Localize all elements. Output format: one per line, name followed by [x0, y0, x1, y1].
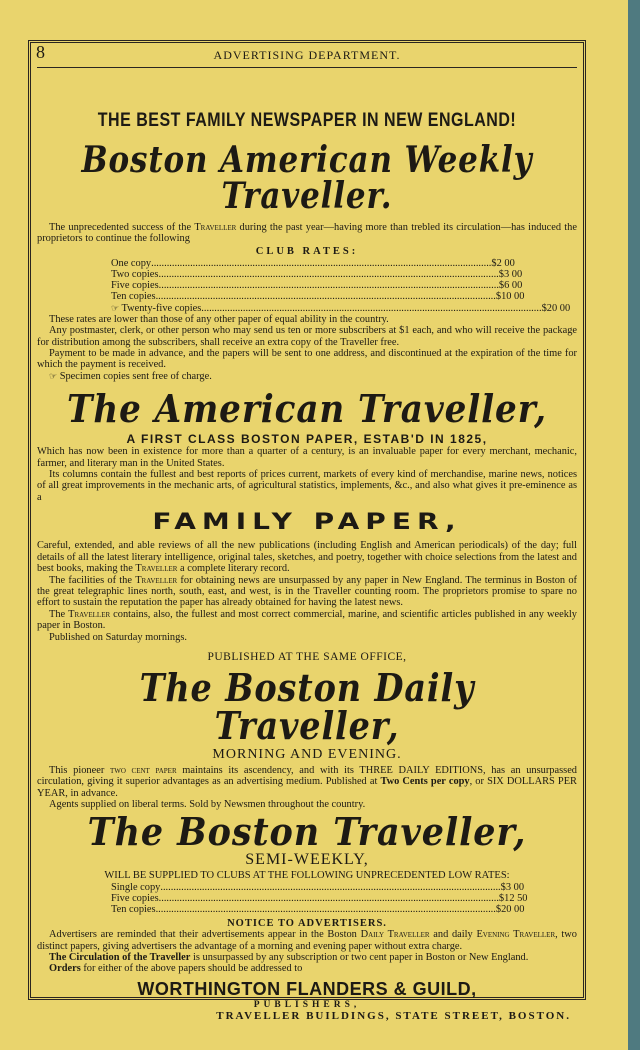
semi-weekly-subtitle: SEMI-WEEKLY,	[245, 850, 369, 868]
quarter-century-paragraph: Which has now been in existence for more than a quarter of a century, is an invaluable paper for every merchant, mechanic, farmer, and literary man in the United States.	[37, 446, 577, 469]
pioneer-paragraph: This pioneer two cent paper maintains its ascendency, and with its THREE DAILY EDITIONS, has an unsurpassed circulation, giving it superior advantages as an advertising medium. Published at Two Cents per copy, or SIX DOLLARS PER YEAR, in advance.	[37, 764, 577, 799]
american-traveller-title: The American Traveller,	[67, 386, 547, 432]
daily-traveller-title: The Boston Daily Traveller,	[139, 664, 475, 748]
pointing-hand-icon: ☞	[111, 302, 120, 313]
club-rates-list	[111, 257, 571, 314]
club-rates-heading: CLUB RATES:	[255, 245, 359, 257]
same-office-line: PUBLISHED AT THE SAME OFFICE,	[207, 650, 407, 663]
page-edge-strip	[628, 0, 640, 1050]
running-head-title: ADVERTISING DEPARTMENT.	[213, 48, 401, 62]
rate-row: Two copies ..... $3 00	[111, 269, 511, 280]
intro-paragraph: The unprecedented success of the Traveller during the past year—having more than trebled its circulation—has induced the proprietors to continue the following	[37, 222, 577, 245]
rate-row: Single copy ..... $3 00	[111, 882, 511, 893]
publisher-address: TRAVELLER BUILDINGS, STATE STREET, BOSTON.	[216, 1009, 571, 1022]
specimen-paragraph: ☞ Specimen copies sent free of charge.	[49, 370, 212, 382]
saturday-paragraph: Published on Saturday mornings.	[49, 631, 187, 643]
rate-row: ☞ Twenty-five copies ..... $20 00	[111, 303, 511, 314]
publisher-name: WORTHINGTON FLANDERS & GUILD,	[137, 978, 477, 999]
rate-row: One copy ..... $2 00	[111, 258, 511, 269]
agents-paragraph: Agents supplied on liberal terms. Sold by Newsmen throughout the country.	[49, 799, 366, 811]
postmaster-paragraph: Any postmaster, clerk, or other person who may send us ten or more subscribers at $1 each, and who will receive the package for distribution among the subscribers, shall receive an extra copy of the Traveller free.	[37, 325, 577, 348]
circulation-paragraph: The Circulation of the Traveller is unsurpassed by any subscription or two cent paper in Boston or New England.	[49, 952, 529, 963]
rate-row: Five copies ..... $12 50	[111, 893, 511, 904]
reviews-paragraph: Careful, extended, and able reviews of all the new publications (including English and American periodicals) of the day; full details of all the latest literary intelligence, original tales, sketches, and poetry, together with choice selections from the latest and best books, making the Traveller a complete literary record.	[37, 540, 577, 575]
advertisement-page	[28, 40, 586, 1022]
clubs-line: WILL BE SUPPLIED TO CLUBS AT THE FOLLOWING UNPRECEDENTED LOW RATES:	[104, 869, 510, 881]
lower-rates-paragraph: These rates are lower than those of any other paper of equal ability in the country.	[49, 313, 389, 325]
header-rule	[37, 67, 577, 68]
publishers-label: PUBLISHERS,	[253, 999, 361, 1010]
rate-row: Ten copies ..... $20 00	[111, 904, 511, 915]
pointing-hand-icon: ☞	[49, 370, 58, 381]
orders-paragraph: Orders for either of the above papers should be addressed to	[49, 963, 303, 975]
facilities-paragraph: The facilities of the Traveller for obtaining news are unsurpassed by any paper in New England. The terminus in Boston of the great telegraphic lines north, south, east, and west, is in the Traveller counting room. The proprietors promise to spare no effort to sustain the reputation the paper has already obtained for having the latest news.	[37, 574, 577, 609]
notice-heading: NOTICE TO ADVERTISERS.	[227, 918, 387, 930]
page-number: 8	[36, 42, 45, 62]
contains-paragraph: The Traveller contains, also, the fullest and most correct commercial, marine, and scientific articles published in any weekly paper in Boston.	[37, 608, 577, 632]
morning-evening-subtitle: MORNING AND EVENING.	[212, 746, 402, 762]
advertisers-paragraph: Advertisers are reminded that their advertisements appear in the Boston Daily Traveller and daily Evening Traveller, two distinct papers, giving advertisers the advantage of a morning and evening paper without extra charge.	[37, 929, 577, 952]
family-paper-heading: FAMILY PAPER,	[152, 508, 462, 535]
boston-traveller-title: The Boston Traveller,	[87, 808, 527, 854]
headline-banner: THE BEST FAMILY NEWSPAPER IN NEW ENGLAND!	[97, 110, 517, 131]
rate-row: Ten copies ..... $10 00	[111, 291, 511, 302]
weekly-traveller-title: Boston American Weekly Traveller.	[81, 139, 533, 217]
columns-paragraph: Its columns contain the fullest and best reports of prices current, markets of every kind of merchandise, marine news, notices of all great improvements in the mechanic arts, of agricultural statistics, implements, &c., and also what gives it pre-eminence as a	[37, 469, 577, 503]
semi-weekly-rates-list	[111, 881, 528, 916]
rate-row: Five copies ..... $6 00	[111, 280, 511, 291]
payment-paragraph: Payment to be made in advance, and the papers will be sent to one address, and discontinued at the expiration of the time for which the payment is received.	[37, 348, 577, 371]
first-class-subtitle: A FIRST CLASS BOSTON PAPER, ESTAB'D IN 1825,	[126, 432, 488, 447]
